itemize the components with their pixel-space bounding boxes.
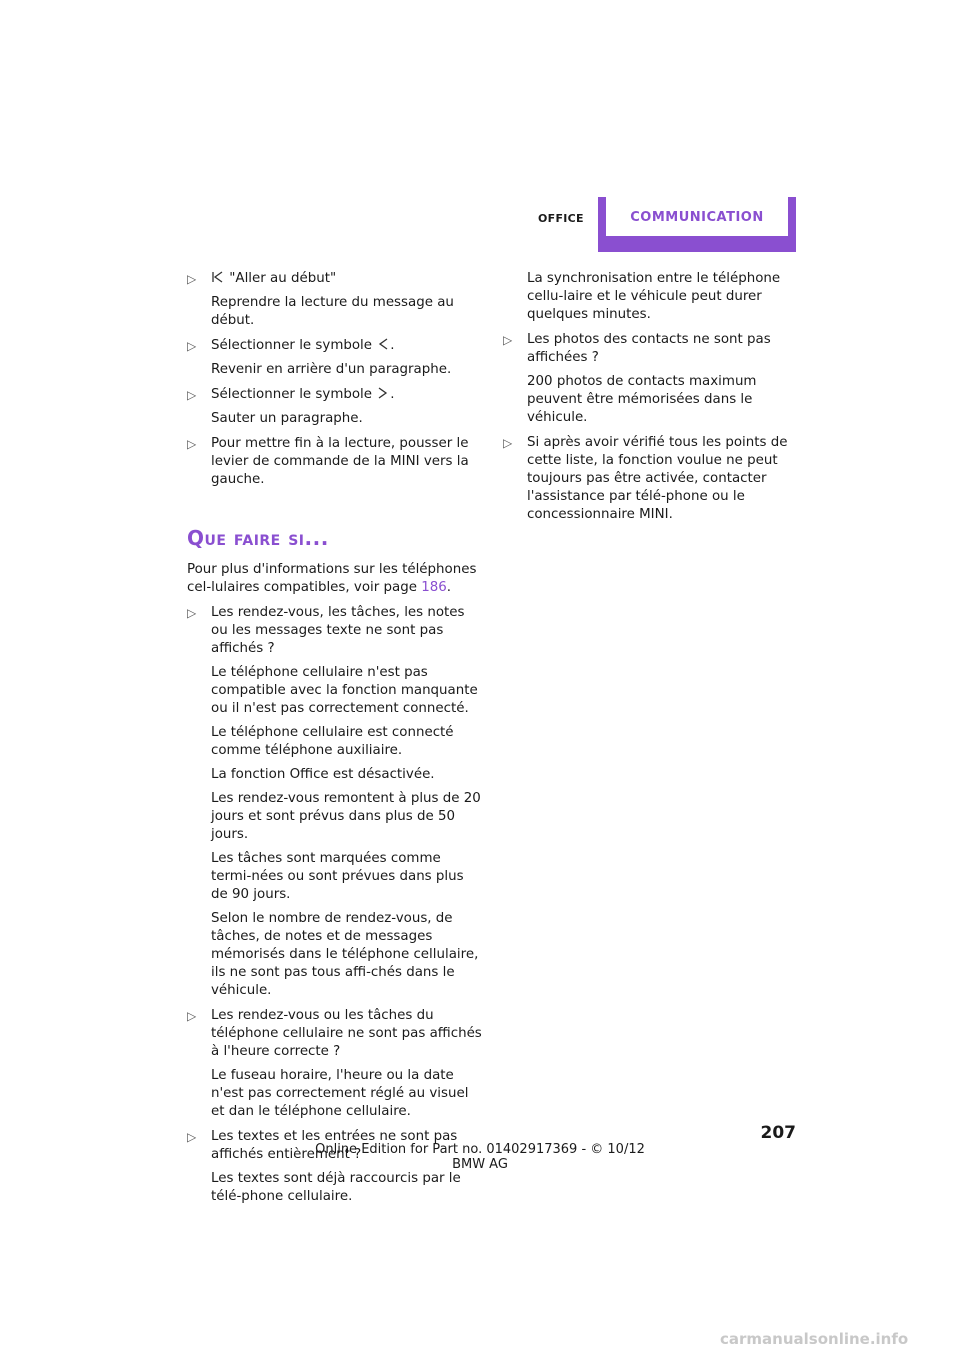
previous-paragraph-icon — [376, 338, 390, 350]
list-item: ▷ Sélectionner le symbole . Sauter un paragraphe. — [187, 386, 483, 428]
bullet-arrow-icon: ▷ — [503, 333, 513, 347]
continued-answer: La synchronisation entre le téléphone cellu-laire et le véhicule peut durer quelques minutes. — [527, 271, 781, 322]
item-label: "Aller au début" — [229, 271, 337, 286]
watermark: carmanualsonline.info — [720, 1330, 909, 1348]
bullet-arrow-icon: ▷ — [187, 437, 197, 451]
left-column — [187, 270, 483, 1213]
item-desc: Sauter un paragraphe. — [211, 411, 363, 426]
faq-item — [187, 604, 483, 1000]
faq-answer: Le fuseau horaire, l'heure ou la date n'est pas correctement réglé au visuel et dan le téléphone cellulaire. — [211, 1068, 469, 1119]
bullet-arrow-icon: ▷ — [187, 1009, 197, 1023]
faq-item — [187, 1007, 483, 1121]
faq-item — [503, 331, 798, 427]
chapter-tab-label: COMMUNICATION — [606, 197, 788, 236]
intro-paragraph: Pour plus d'informations sur les téléphones cel-lulaires compatibles, voir page 186. — [187, 562, 477, 595]
faq-question: Les rendez-vous ou les tâches du téléphone cellulaire ne sont pas affichés à l'heure correcte ? — [211, 1008, 482, 1059]
list-item — [187, 270, 483, 330]
faq-answer: Les tâches sont marquées comme termi-nées ou sont prévues dans plus de 90 jours. — [211, 851, 464, 902]
page-reference-link[interactable]: 186 — [421, 580, 447, 595]
list-item — [187, 435, 483, 489]
faq-answer: Le téléphone cellulaire est connecté comme téléphone auxiliaire. — [211, 725, 454, 758]
faq-answer: Les rendez-vous remontent à plus de 20 jours et sont prévus dans plus de 50 jours. — [211, 791, 481, 842]
footer-edition: Online Edition for Part no. 01402917369 - © 10/12 BMW AG — [315, 1142, 645, 1172]
section-heading: Que faire si... — [187, 526, 329, 550]
skip-to-start-icon — [211, 271, 225, 283]
item-desc: Revenir en arrière d'un paragraphe. — [211, 362, 452, 377]
section-label: OFFICE — [538, 212, 584, 225]
bullet-arrow-icon: ▷ — [187, 272, 197, 286]
faq-question: Les photos des contacts ne sont pas affichées ? — [527, 332, 771, 365]
bullet-arrow-icon: ▷ — [187, 339, 197, 353]
item-label: Pour mettre fin à la lecture, pousser le levier de commande de la MINI vers la gauche. — [211, 436, 469, 487]
faq-answer: La fonction Office est désactivée. — [211, 767, 435, 782]
list-item: ▷ Sélectionner le symbole . Revenir en arrière d'un paragraphe. — [187, 337, 483, 379]
bullet-arrow-icon: ▷ — [187, 606, 197, 620]
faq-answer: Les textes sont déjà raccourcis par le télé-phone cellulaire. — [211, 1171, 461, 1204]
page-number: 207 — [760, 1123, 796, 1143]
faq-answer: 200 photos de contacts maximum peuvent être mémorisées dans le véhicule. — [527, 374, 757, 425]
faq-answer: Selon le nombre de rendez-vous, de tâches, de notes et de messages mémorisés dans le téléphone cellulaire, ils ne sont pas tous affi-chés dans le véhicule. — [211, 911, 479, 998]
faq-answer: Le téléphone cellulaire n'est pas compatible avec la fonction manquante ou il n'est pas correctement connecté. — [211, 665, 478, 716]
faq-question: Les rendez-vous, les tâches, les notes ou les messages texte ne sont pas affichés ? — [211, 605, 465, 656]
right-column — [503, 270, 798, 531]
faq-question: Les textes et les entrées ne sont pas affichés entièrement ? — [211, 1129, 458, 1162]
item-label: Sélectionner le symbole — [211, 387, 373, 402]
bullet-arrow-icon: ▷ — [187, 388, 197, 402]
item-label: Sélectionner le symbole — [211, 338, 373, 353]
next-paragraph-icon — [376, 387, 390, 399]
chapter-tab — [598, 197, 796, 252]
faq-item — [503, 434, 798, 524]
bullet-arrow-icon: ▷ — [187, 1130, 197, 1144]
faq-question: Si après avoir vérifié tous les points de cette liste, la fonction voulue ne peut toujours pas être activée, contacter l'assistance par télé-phone ou le concessionnaire MINI. — [527, 435, 788, 522]
bullet-arrow-icon: ▷ — [503, 436, 513, 450]
item-desc: Reprendre la lecture du message au début. — [211, 295, 454, 328]
